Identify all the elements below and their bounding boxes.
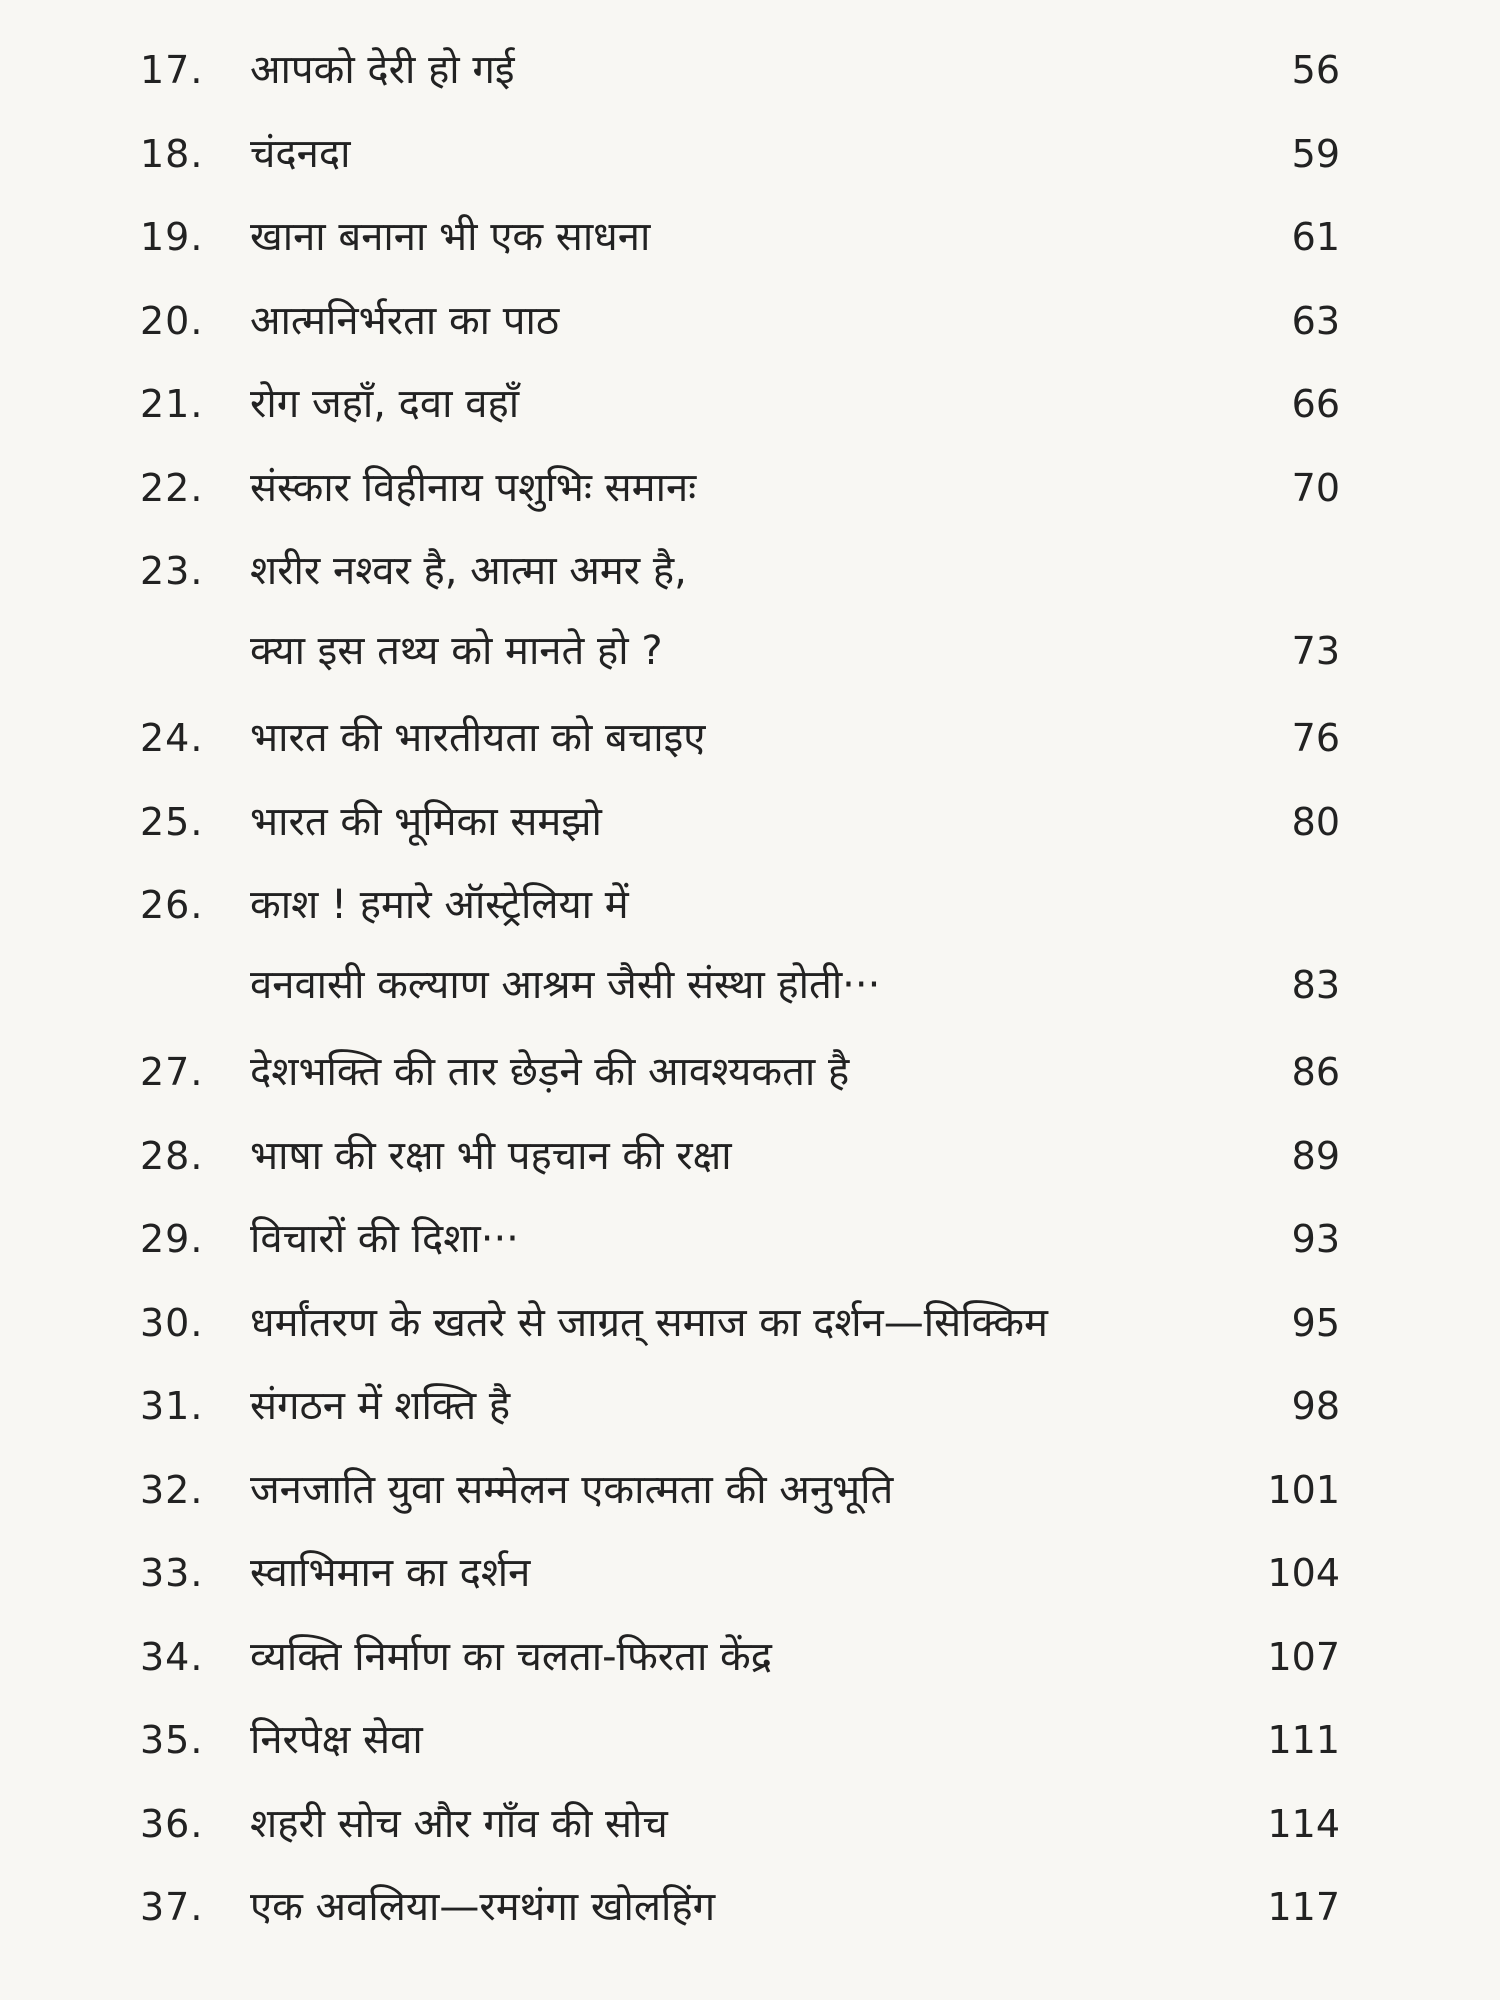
toc-entry [0, 448, 1500, 528]
toc-entry [0, 1700, 1500, 1780]
chapter-number: 17. [140, 48, 204, 92]
toc-entry [0, 30, 1500, 110]
chapter-number: 36. [140, 1801, 204, 1846]
toc-entry [0, 1784, 1500, 1864]
toc-entry [0, 1283, 1500, 1363]
page-number: 117 [1267, 1885, 1340, 1929]
chapter-title: भारत की भारतीयता को बचाइए [250, 715, 706, 761]
chapter-title: धर्मांतरण के खतरे से जाग्रत् समाज का दर्शन—सिक्किम [250, 1299, 1048, 1346]
chapter-title: संगठन में शक्ति है [250, 1383, 511, 1429]
chapter-number: 23. [140, 549, 204, 593]
page-number: 89 [1291, 1133, 1340, 1178]
toc-entry [0, 114, 1500, 194]
chapter-title: शरीर नश्वर है, आत्मा अमर है, [250, 548, 687, 594]
chapter-title: जनजाति युवा सम्मेलन एकात्मता की अनुभूति [250, 1466, 894, 1513]
page-number: 61 [1291, 215, 1340, 259]
chapter-number: 31. [140, 1384, 204, 1428]
toc-entry [0, 197, 1500, 277]
page-number: 66 [1291, 382, 1340, 426]
chapter-title: आपको देरी हो गई [250, 47, 515, 93]
chapter-number: 35. [140, 1718, 204, 1762]
page-number: 73 [1291, 629, 1340, 673]
chapter-number: 24. [140, 716, 204, 760]
chapter-number: 32. [140, 1467, 204, 1512]
chapter-title: खाना बनाना भी एक साधना [250, 214, 651, 260]
chapter-title: रोग जहाँ, दवा वहाँ [250, 381, 520, 427]
chapter-title: काश ! हमारे ऑस्ट्रेलिया में [250, 882, 629, 928]
page-number: 56 [1291, 48, 1340, 92]
toc-entry [0, 698, 1500, 778]
chapter-number: 26. [140, 883, 204, 927]
chapter-number: 34. [140, 1634, 204, 1679]
chapter-title: वनवासी कल्याण आश्रम जैसी संस्था होती··· [250, 962, 881, 1008]
chapter-number: 21. [140, 382, 204, 426]
page-number: 114 [1267, 1801, 1340, 1846]
chapter-number: 33. [140, 1551, 204, 1595]
toc-entry [0, 1032, 1500, 1112]
chapter-number: 20. [140, 298, 204, 343]
toc-entry [0, 865, 1500, 1008]
page-number: 59 [1291, 131, 1340, 176]
chapter-number: 18. [140, 131, 204, 176]
page-number: 76 [1291, 716, 1340, 760]
chapter-title: आत्मनिर्भरता का पाठ [250, 297, 560, 344]
page-number: 98 [1291, 1384, 1340, 1428]
page-number: 107 [1267, 1634, 1340, 1679]
toc-entry [0, 1867, 1500, 1947]
chapter-title: निरपेक्ष सेवा [250, 1717, 423, 1763]
chapter-title: चंदनदा [250, 130, 351, 177]
chapter-title: देशभक्ति की तार छेड़ने की आवश्यकता है [250, 1049, 850, 1095]
chapter-title: भारत की भूमिका समझो [250, 798, 602, 845]
chapter-title: क्या इस तथ्य को मानते हो ? [250, 628, 663, 674]
page-number: 95 [1291, 1300, 1340, 1345]
page-number: 63 [1291, 298, 1340, 343]
page-number: 86 [1291, 1050, 1340, 1094]
page-number: 80 [1291, 799, 1340, 844]
toc-entry [0, 364, 1500, 444]
page-number: 101 [1267, 1467, 1340, 1512]
chapter-number: 37. [140, 1885, 204, 1929]
chapter-number: 30. [140, 1300, 204, 1345]
page-number: 104 [1267, 1551, 1340, 1595]
toc-entry [0, 782, 1500, 862]
toc-entry [0, 1533, 1500, 1613]
chapter-number: 28. [140, 1133, 204, 1178]
chapter-title: विचारों की दिशा··· [250, 1216, 519, 1262]
chapter-number: 22. [140, 465, 204, 510]
chapter-title: व्यक्ति निर्माण का चलता-फिरता केंद्र [250, 1633, 772, 1680]
toc-entry [0, 1617, 1500, 1697]
chapter-number: 25. [140, 799, 204, 844]
chapter-title: शहरी सोच और गाँव की सोच [250, 1800, 668, 1847]
toc-entry [0, 1199, 1500, 1279]
toc-entry [0, 531, 1500, 674]
page-number: 111 [1267, 1718, 1340, 1762]
chapter-title: संस्कार विहीनाय पशुभिः समानः [250, 464, 697, 511]
page-number: 93 [1291, 1217, 1340, 1261]
chapter-title: भाषा की रक्षा भी पहचान की रक्षा [250, 1132, 732, 1179]
chapter-title: एक अवलिया—रमथंगा खोलहिंग [250, 1884, 716, 1930]
toc-entry [0, 1116, 1500, 1196]
chapter-number: 19. [140, 215, 204, 259]
chapter-number: 29. [140, 1217, 204, 1261]
chapter-number: 27. [140, 1050, 204, 1094]
toc-entry [0, 1366, 1500, 1446]
toc-entry [0, 1450, 1500, 1530]
page-number: 83 [1291, 963, 1340, 1007]
page-number: 70 [1291, 465, 1340, 510]
chapter-title: स्वाभिमान का दर्शन [250, 1550, 531, 1596]
toc-entry [0, 281, 1500, 361]
